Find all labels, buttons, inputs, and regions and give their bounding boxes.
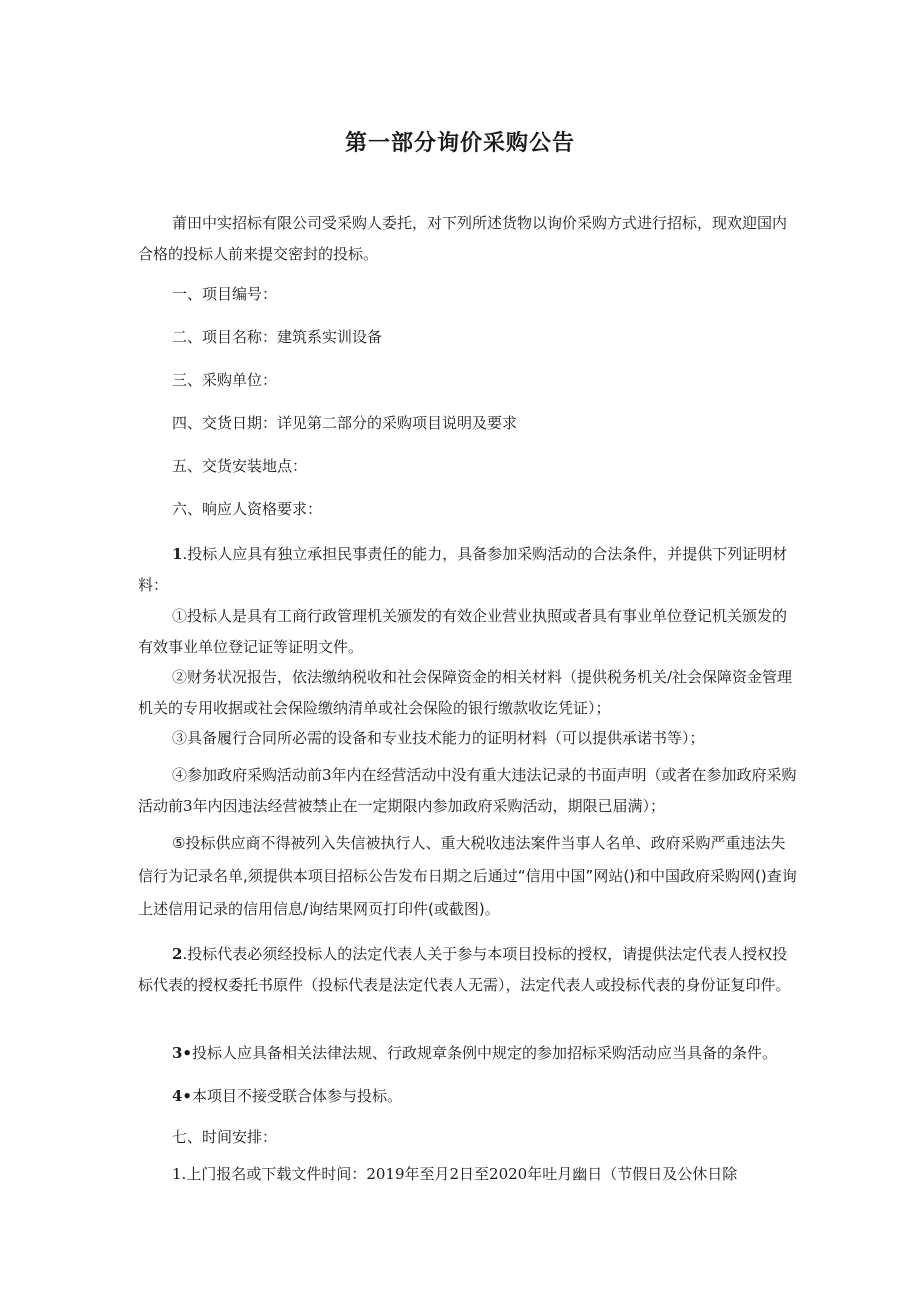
requirement-4 <box>138 1081 798 1112</box>
section-project-name <box>172 326 382 348</box>
section-schedule: 七、时间安排： <box>172 1128 278 1146</box>
requirement-1 <box>138 539 798 601</box>
section-delivery-date <box>172 412 517 434</box>
requirement-3-text: 投标人应具备相关法律法规、行政规章条例中规定的参加招标采购活动应当具备的条件。 <box>192 1044 778 1062</box>
condition-5: ⑤投标供应商不得被列入失信被执行人、重大税收违法案件当事人名单、政府采购严重违法失信行为记录名单,须提供本项目招标公告发布日期之后通过“信用中国”网站()和中国政府采购网()查询上述信用记录的信用信息/询结果网页打印件(或截图)。 <box>138 834 797 918</box>
requirement-4-number: 4• <box>172 1087 193 1105</box>
schedule-item-1 <box>138 1159 798 1190</box>
condition-1: ①投标人是具有工商行政管理机关颁发的有效企业营业执照或者具有事业单位登记机关颁发的有效事业单位登记证等证明文件。 <box>138 607 788 656</box>
requirement-1-number: 1 <box>172 545 183 563</box>
requirement-3 <box>138 1038 798 1069</box>
condition-3: ③具备履行合同所必需的设备和专业技术能力的证明材料（可以提供承诺书等）； <box>172 729 705 747</box>
schedule-item-1-number: 1 <box>172 1165 182 1183</box>
requirement-2-text: .投标代表必须经投标人的法定代表人关于参与本项目投标的授权，请提供法定代表人授权投标代表的授权委托书原件（投标代表是法定代表人无需），法定代表人或投标代表的身份证复印件。 <box>138 945 791 994</box>
requirement-2 <box>138 939 798 1001</box>
requirement-3-number: 3• <box>172 1044 193 1062</box>
section-project-name-label: 二、项目名称： <box>172 328 278 346</box>
condition-2: ②财务状况报告，依法缴纳税收和社会保障资金的相关材料（提供税务机关/社会保障资金管理机关的专用收据或社会保险缴纳清单或社会保险的银行缴款收讫凭证）； <box>138 668 793 717</box>
page-title: 第一部分询价采购公告 <box>344 131 575 156</box>
condition-4: ④参加政府采购活动前3年内在经营活动中没有重大违法记录的书面声明（或者在参加政府采购活动前3年内因违法经营被禁止在一定期限内参加政府采购活动，期限已届满）； <box>138 766 797 815</box>
requirement-2-number: 2 <box>172 945 183 963</box>
section-purchaser: 三、采购单位： <box>172 371 278 389</box>
section-delivery-date-value: 详见第二部分的采购项目说明及要求 <box>277 414 518 432</box>
section-project-name-value: 建筑系实训设备 <box>277 328 383 346</box>
section-delivery-location: 五、交货安装地点： <box>172 457 308 475</box>
requirement-1-text: .投标人应具有独立承担民事责任的能力，具备参加采购活动的合法条件，并提供下列证明材料： <box>138 545 788 594</box>
intro-paragraph: 莆田中实招标有限公司受采购人委托，对下列所述货物以询价采购方式进行招标，现欢迎国内合格的投标人前来提交密封的投标。 <box>138 214 788 263</box>
section-project-number: 一、项目编号： <box>172 285 278 303</box>
section-qualifications: 六、响应人资格要求： <box>172 500 323 518</box>
schedule-item-1-text: .上门报名或下载文件时间：2019年至月2日至2020年吐月幽日（节假日及公休日除 <box>181 1165 738 1183</box>
section-delivery-date-label: 四、交货日期： <box>172 414 278 432</box>
requirement-4-text: 本项目不接受联合体参与投标。 <box>192 1087 403 1105</box>
